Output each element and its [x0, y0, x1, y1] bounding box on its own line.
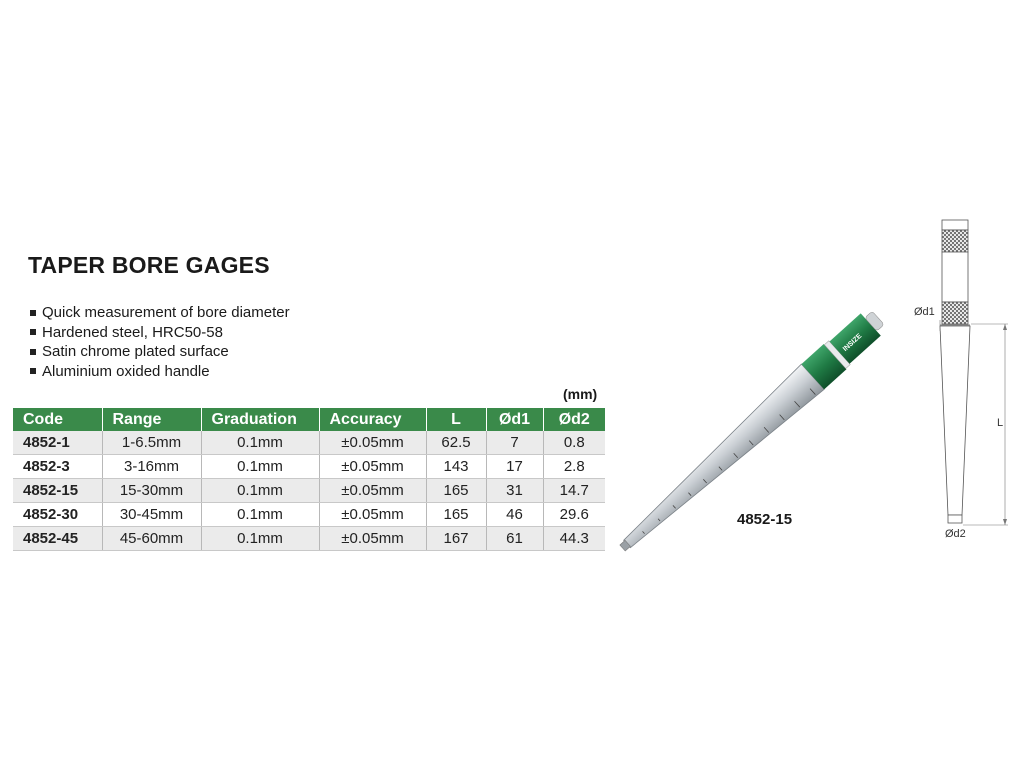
d1-label: Ød1: [914, 306, 935, 318]
table-row: [13, 479, 605, 503]
cell-range: 45-60mm: [102, 527, 201, 551]
cell-code: 4852-3: [13, 455, 102, 479]
cell-d2: 2.8: [543, 455, 605, 479]
knurl-upper: [942, 230, 968, 252]
feature-item: [30, 362, 290, 382]
cell-graduation: 0.1mm: [201, 503, 319, 527]
header-length: L: [426, 408, 486, 431]
dimension-diagram: [905, 215, 1015, 555]
cell-accuracy: ±0.05mm: [319, 455, 426, 479]
unit-note: (mm): [563, 386, 598, 402]
header-graduation: Graduation: [201, 408, 319, 431]
cell-length: 165: [426, 503, 486, 527]
taper-tip: [948, 515, 962, 523]
header-d1: Ød1: [486, 408, 543, 431]
cell-range: 3-16mm: [102, 455, 201, 479]
cell-length: 143: [426, 455, 486, 479]
bullet-icon: [30, 310, 36, 316]
cell-range: 1-6.5mm: [102, 431, 201, 455]
cell-d2: 29.6: [543, 503, 605, 527]
l-label: L: [997, 417, 1004, 429]
header-code: Code: [13, 408, 102, 431]
taper-outline: [940, 326, 970, 515]
handle-body: [942, 252, 968, 302]
cell-graduation: 0.1mm: [201, 527, 319, 551]
cell-d1: 31: [486, 479, 543, 503]
header-d2: Ød2: [543, 408, 605, 431]
table-row: [13, 431, 605, 455]
knurl-lower: [942, 302, 968, 324]
cell-range: 30-45mm: [102, 503, 201, 527]
cell-d2: 44.3: [543, 527, 605, 551]
bullet-icon: [30, 329, 36, 335]
feature-item: [30, 342, 290, 362]
feature-text: Quick measurement of bore diameter: [42, 304, 290, 321]
bullet-icon: [30, 349, 36, 355]
cell-d1: 61: [486, 527, 543, 551]
cell-length: 167: [426, 527, 486, 551]
feature-item: [30, 303, 290, 323]
cell-code: 4852-15: [13, 479, 102, 503]
table-header-row: [13, 408, 605, 431]
cell-length: 62.5: [426, 431, 486, 455]
cell-code: 4852-45: [13, 527, 102, 551]
feature-text: Aluminium oxided handle: [42, 362, 210, 380]
bullet-icon: [30, 368, 36, 374]
brand-mark: INSIZE: [841, 332, 864, 353]
cell-d1: 46: [486, 503, 543, 527]
photo-label: 4852-15: [737, 511, 793, 528]
cell-accuracy: ±0.05mm: [319, 431, 426, 455]
feature-list: [30, 303, 290, 381]
cell-d1: 7: [486, 431, 543, 455]
cell-graduation: 0.1mm: [201, 431, 319, 455]
table-row: [13, 527, 605, 551]
feature-text: Satin chrome plated surface: [42, 343, 229, 360]
header-accuracy: Accuracy: [319, 408, 426, 431]
cap-top: [942, 220, 968, 230]
feature-item: [30, 323, 290, 343]
cell-d1: 17: [486, 455, 543, 479]
cell-graduation: 0.1mm: [201, 479, 319, 503]
cell-d2: 0.8: [543, 431, 605, 455]
d2-label: Ød2: [945, 528, 966, 540]
cell-accuracy: ±0.05mm: [319, 503, 426, 527]
table-row: [13, 503, 605, 527]
cell-code: 4852-1: [13, 431, 102, 455]
cell-d2: 14.7: [543, 479, 605, 503]
cell-range: 15-30mm: [102, 479, 201, 503]
spec-table: [13, 408, 605, 551]
cell-graduation: 0.1mm: [201, 455, 319, 479]
cell-code: 4852-30: [13, 503, 102, 527]
header-range: Range: [102, 408, 201, 431]
gage-body: [616, 364, 825, 557]
cell-length: 165: [426, 479, 486, 503]
table-row: [13, 455, 605, 479]
feature-text: Hardened steel, HRC50-58: [42, 323, 223, 341]
cell-accuracy: ±0.05mm: [319, 479, 426, 503]
page-title: TAPER BORE GAGES: [28, 252, 270, 278]
cell-accuracy: ±0.05mm: [319, 527, 426, 551]
